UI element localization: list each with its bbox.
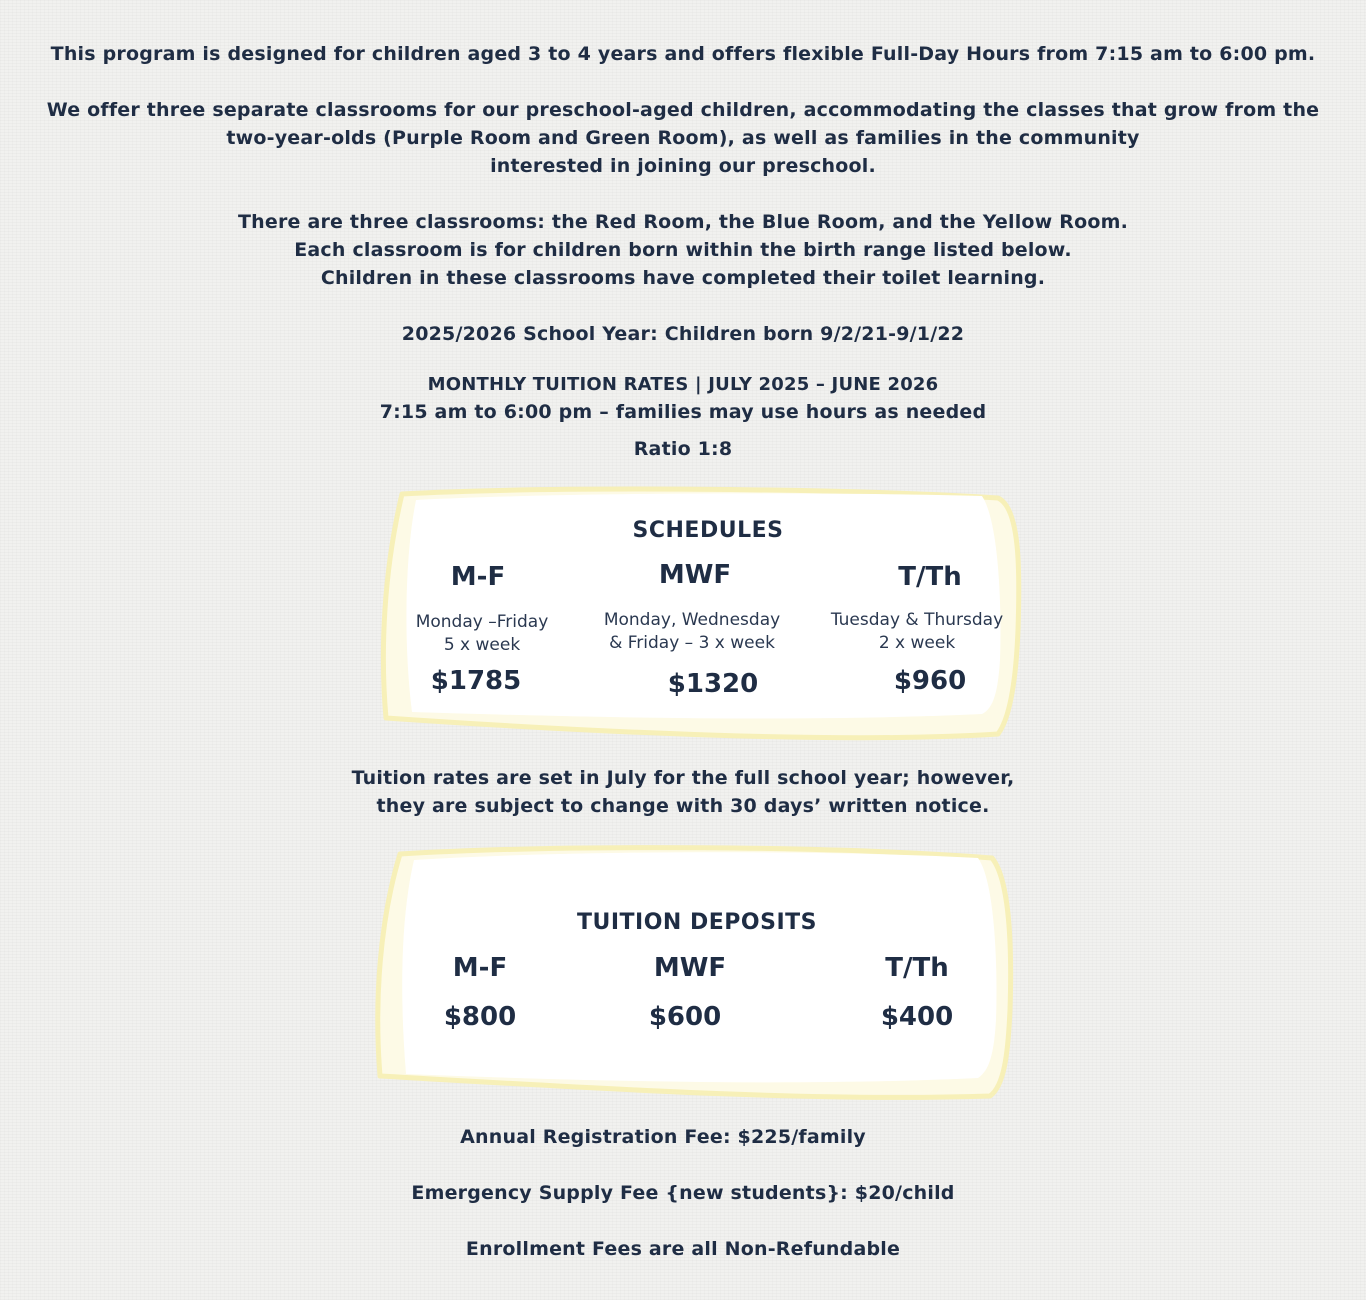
hours-text: 7:15 am to 6:00 pm – families may use hours as needed	[379, 401, 987, 423]
schedule-mwf-price: $1320	[667, 669, 759, 699]
schedule-mwf-code: MWF	[658, 560, 732, 590]
non-refundable-text: Enrollment Fees are all Non-Refundable	[465, 1238, 901, 1260]
deposits-card	[370, 840, 1030, 1105]
schedule-tth-days: Tuesday & Thursday	[830, 610, 1004, 630]
supply-fee-text: Emergency Supply Fee {new students}: $20/child	[411, 1182, 955, 1204]
school-year-text: 2025/2026 School Year: Children born 9/2/21-9/1/22	[401, 323, 965, 345]
deposit-tth-price: $400	[880, 1002, 954, 1032]
schedule-tth-code: T/Th	[898, 562, 962, 592]
deposit-mf-code: M-F	[452, 953, 508, 983]
program-description: This program is designed for children aged 3 to 4 years and offers flexible Full-Day Hours from 7:15 am to 6:00 pm.	[50, 43, 1316, 65]
schedule-tth-frequency: 2 x week	[878, 633, 956, 653]
registration-fee-text: Annual Registration Fee: $225/family	[460, 1126, 866, 1148]
classrooms-text-line-2: two-year-olds (Purple Room and Green Room), as well as families in the community	[226, 127, 1140, 149]
schedule-tth-price: $960	[893, 666, 967, 696]
schedule-mwf-days: Monday, Wednesday	[603, 610, 781, 630]
notice-line-1: Tuition rates are set in July for the full school year; however,	[351, 767, 1015, 789]
schedules-card	[370, 480, 1030, 750]
schedule-mf-frequency: 5 x week	[443, 635, 521, 655]
deposit-mwf-code: MWF	[653, 953, 727, 983]
schedule-mf-days: Monday –Friday	[415, 612, 549, 632]
classrooms-text-line-1: We offer three separate classrooms for our preschool-aged children, accommodating the classes that grow from the	[46, 99, 1320, 121]
deposit-tth-code: T/Th	[885, 953, 949, 983]
rooms-text-line-1: There are three classrooms: the Red Room, the Blue Room, and the Yellow Room.	[238, 211, 1128, 233]
tuition-rates-heading: MONTHLY TUITION RATES | JULY 2025 – JUNE 2026	[427, 374, 939, 395]
rooms-text-line-3: Children in these classrooms have completed their toilet learning.	[320, 267, 1046, 289]
deposit-mf-price: $800	[443, 1002, 517, 1032]
ratio-text: Ratio 1:8	[633, 438, 733, 460]
schedule-mf-price: $1785	[430, 666, 522, 696]
rooms-text-line-2: Each classroom is for children born within the birth range listed below.	[294, 239, 1072, 261]
classrooms-text-line-3: interested in joining our preschool.	[490, 155, 876, 177]
deposit-mwf-price: $600	[648, 1002, 722, 1032]
schedules-title: SCHEDULES	[632, 518, 784, 543]
deposits-title: TUITION DEPOSITS	[576, 910, 818, 935]
schedule-mwf-frequency: & Friday – 3 x week	[609, 633, 775, 653]
schedule-mf-code: M-F	[450, 562, 506, 592]
notice-line-2: they are subject to change with 30 days’ written notice.	[376, 795, 990, 817]
